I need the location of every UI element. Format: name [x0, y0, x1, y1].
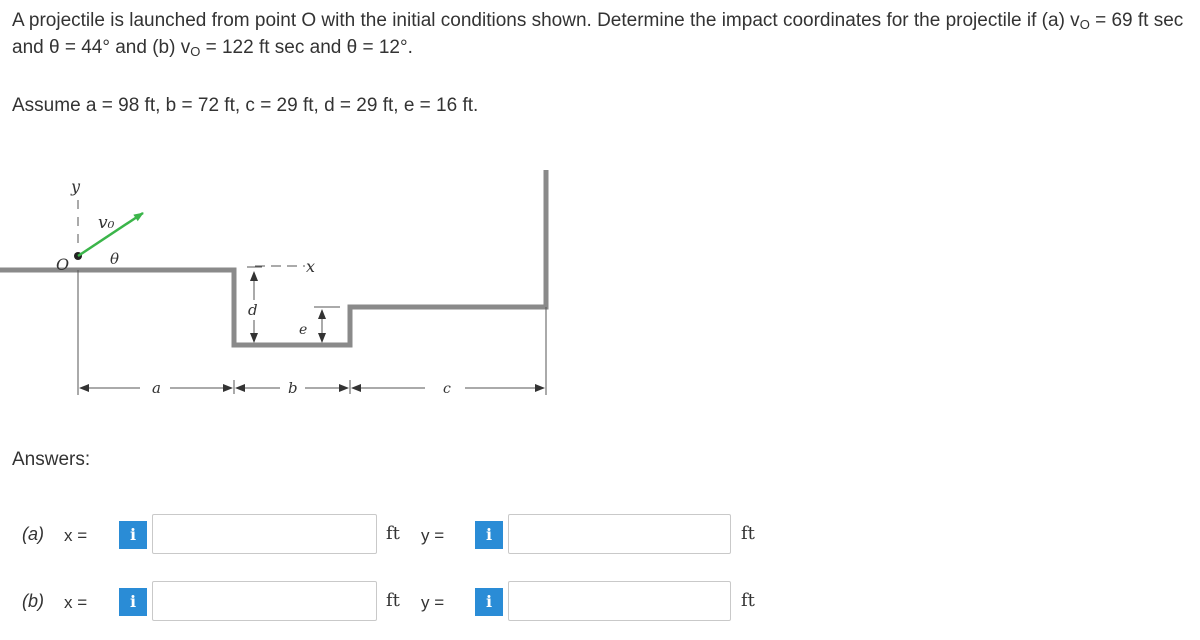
problem-statement	[12, 8, 1192, 62]
x-unit-a: ft	[386, 523, 400, 544]
part-label-a: (a)	[22, 524, 44, 544]
theta-label: θ	[110, 250, 120, 268]
problem-text-1: A projectile is launched from point O with the initial conditions shown. Determine the impact coordinates for the projectile if (a) v	[12, 10, 1080, 31]
y-answer-input-a[interactable]	[508, 514, 731, 554]
v0-subscript-2: O	[190, 44, 201, 59]
problem-text-3: = 122 ft sec and θ = 12°.	[200, 37, 413, 58]
x-unit-b: ft	[386, 590, 400, 611]
b-label: b	[288, 379, 298, 397]
y-label-b: y =	[421, 593, 445, 612]
a-label: a	[152, 379, 161, 397]
answer-row-a	[0, 513, 1200, 557]
answer-row-b	[0, 580, 1200, 624]
x-axis-label: x	[306, 257, 316, 276]
x-answer-input-a[interactable]	[152, 514, 377, 554]
y-label-a: y =	[421, 526, 445, 545]
answers-heading: Answers:	[12, 449, 91, 470]
v0-label: v₀	[98, 213, 115, 233]
x-answer-input-b[interactable]	[152, 581, 377, 621]
x-label-a: x =	[64, 526, 88, 545]
projectile-diagram	[0, 160, 620, 420]
assumptions-text: Assume a = 98 ft, b = 72 ft, c = 29 ft, d = 29 ft, e = 16 ft.	[12, 95, 479, 116]
v0-subscript-1: O	[1079, 17, 1090, 32]
y-axis-label: y	[71, 177, 81, 196]
info-icon[interactable]: i	[475, 521, 503, 549]
origin-label: O	[56, 255, 70, 274]
x-label-b: x =	[64, 593, 88, 612]
info-icon[interactable]: i	[119, 521, 147, 549]
terrain-profile	[0, 170, 546, 345]
e-label: e	[299, 322, 308, 338]
y-unit-b: ft	[741, 590, 755, 611]
y-answer-input-b[interactable]	[508, 581, 731, 621]
d-label: d	[248, 301, 258, 319]
c-label: c	[443, 381, 451, 397]
problem-text-2: = 69 ft sec and θ = 44° and (b) v	[12, 10, 1184, 58]
part-label-b: (b)	[22, 591, 44, 611]
y-unit-a: ft	[741, 523, 755, 544]
info-icon[interactable]: i	[119, 588, 147, 616]
info-icon[interactable]: i	[475, 588, 503, 616]
